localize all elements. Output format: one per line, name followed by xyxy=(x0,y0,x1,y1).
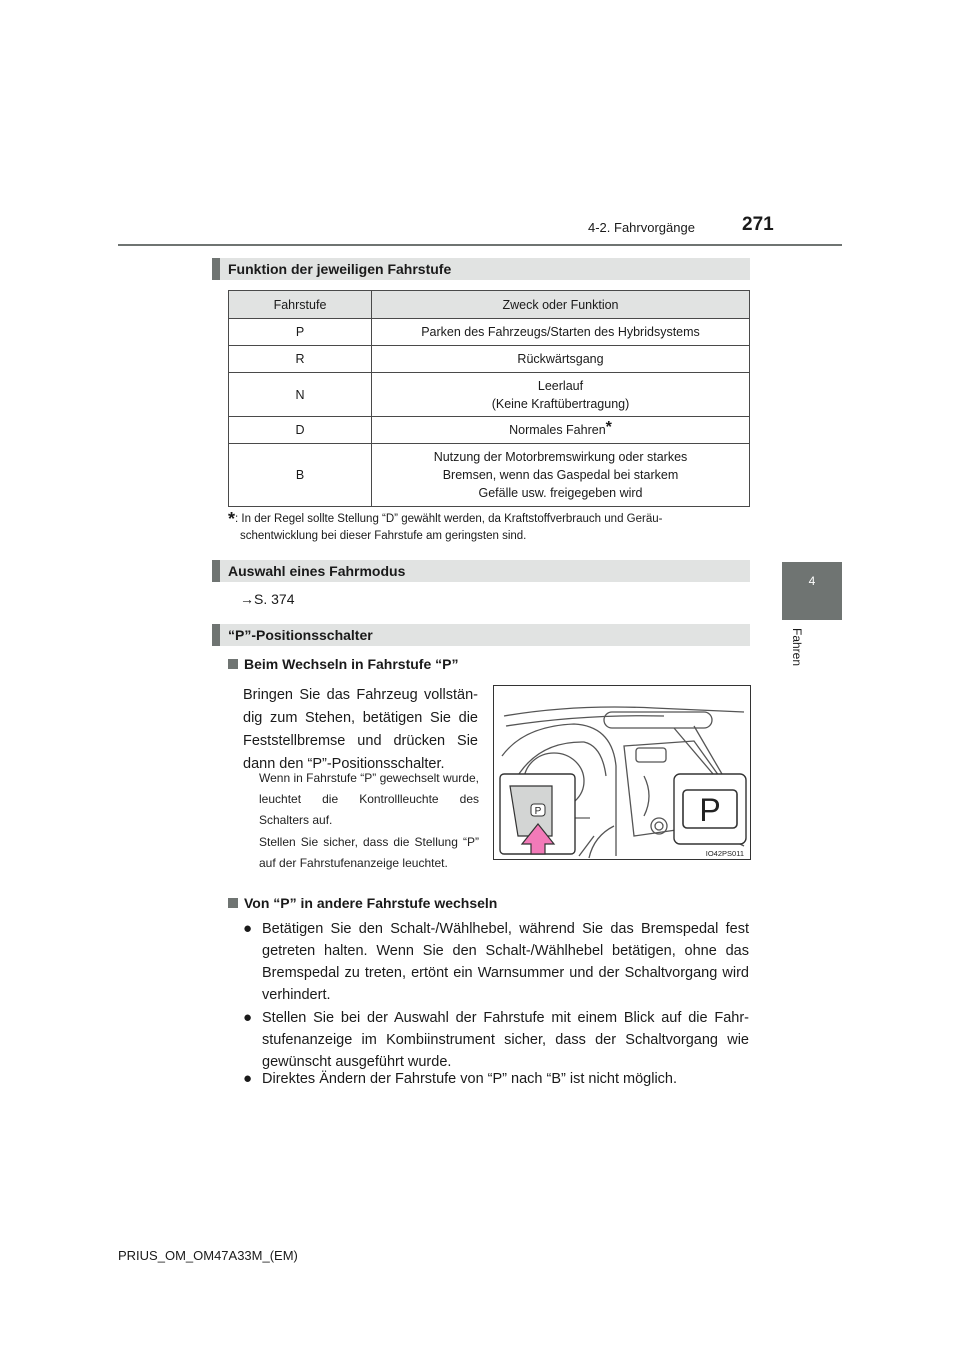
footnote-text: : In der Regel sollte Stellung “D” gewählt werden, da Kraftstoffverbrauch und Geräu- xyxy=(235,513,663,525)
table-row xyxy=(229,417,750,444)
table-cell-zweck: Parken des Fahrzeugs/Starten des Hybridsystems xyxy=(372,319,750,346)
dashboard-drawing xyxy=(494,686,750,859)
illustration-code: IO42PS011 xyxy=(705,849,744,858)
document-id: PRIUS_OM_OM47A33M_(EM) xyxy=(118,1248,298,1263)
sub-heading-text: Beim Wechseln in Fahrstufe “P” xyxy=(244,656,459,672)
table-cell-zweck xyxy=(372,444,750,507)
bullet-text: Betätigen Sie den Schalt-/Wählhebel, während Sie das Bremspedal fest getreten halten. Wenn Sie den Schalt-/Wählhebel betätigen, ohne das Bremspedal zu treten, ertönt ein Warnsummer und der Schaltvorgang wird verhindert. xyxy=(262,921,749,1003)
table-cell-stufe: B xyxy=(229,444,372,507)
bullet-text: Direktes Ändern der Fahrstufe von “P” nach “B” ist nicht möglich. xyxy=(262,1071,678,1087)
footnote-text-continued: schentwicklung bei dieser Fahrstufe am geringsten sind. xyxy=(240,530,527,542)
table-cell-line: Bremsen, wenn das Gaspedal bei starkem xyxy=(442,468,679,482)
table-header-row xyxy=(229,291,750,319)
table-cell-zweck xyxy=(372,373,750,417)
section-heading-fahrmodus: Auswahl eines Fahrmodus xyxy=(212,560,750,582)
page-reference-link[interactable]: →S. 374 xyxy=(240,591,295,607)
header-divider xyxy=(118,244,842,246)
table-cell-line: Nutzung der Motorbremswirkung oder starkes xyxy=(433,450,688,464)
section-label: 4-2. Fahrvorgänge xyxy=(588,220,695,235)
table-cell-stufe: R xyxy=(229,346,372,373)
instruction-text: Bringen Sie das Fahrzeug vollstän-dig zum Stehen, betätigen Sie die Feststellbremse und drücken Sie dann den “P”-Positionsschalter. xyxy=(243,687,478,772)
square-bullet-icon xyxy=(228,659,238,669)
dashboard-illustration xyxy=(493,685,751,860)
square-bullet-icon xyxy=(228,898,238,908)
table-cell-stufe: D xyxy=(229,417,372,444)
table-cell-line: Leerlauf xyxy=(537,378,584,393)
table-row xyxy=(229,319,750,346)
footnote-marker: * xyxy=(605,419,612,436)
sub-heading-wechseln-p xyxy=(228,656,458,672)
note-text-1: Wenn in Fahrstufe “P” gewechselt wurde, leuchtet die Kontrollleuchte des Schalters auf. xyxy=(259,771,479,827)
table-header-cell: Zweck oder Funktion xyxy=(372,291,750,319)
chapter-number: 4 xyxy=(808,574,816,588)
chapter-tab xyxy=(782,562,842,620)
chapter-label: Fahren xyxy=(790,628,804,667)
footnote-star: * xyxy=(228,509,236,529)
table-row xyxy=(229,346,750,373)
bullet-item xyxy=(243,1007,749,1073)
table-cell-line: Gefälle usw. freigegeben wird xyxy=(478,486,643,500)
section-heading-p-schalter: “P”-Positionsschalter xyxy=(212,624,750,646)
table-cell-zweck xyxy=(372,417,750,444)
bullet-text: Stellen Sie bei der Auswahl der Fahrstufe mit einem Blick auf die Fahr-stufenanzeige im Kombiinstrument sicher, dass der Schaltvorgang wie gewünscht ausgeführt wurde. xyxy=(262,1010,749,1070)
table-cell-zweck: Rückwärtsgang xyxy=(372,346,750,373)
bullet-dot-icon: ● xyxy=(243,1009,253,1026)
bullet-dot-icon: ● xyxy=(243,920,253,937)
sub-heading-von-p xyxy=(228,895,497,911)
table-row xyxy=(229,373,750,417)
table-row xyxy=(229,444,750,507)
bullet-dot-icon: ● xyxy=(243,1070,253,1087)
bullet-item xyxy=(243,918,749,1006)
table-header-cell: Fahrstufe xyxy=(229,291,372,319)
table-cell-text: Normales Fahren xyxy=(509,423,606,437)
note-text-2: Stellen Sie sicher, dass die Stellung “P” auf der Fahrstufenanzeige leuchtet. xyxy=(259,835,479,870)
switch-p-mark: P xyxy=(534,806,542,817)
section-heading-fahrstufe: Funktion der jeweiligen Fahrstufe xyxy=(212,258,750,280)
table-cell-line: (Keine Kraftübertragung) xyxy=(491,396,630,411)
table-cell-stufe: N xyxy=(229,373,372,417)
indicator-p-mark: P xyxy=(699,792,721,828)
fahrstufen-table xyxy=(228,290,750,507)
bullet-item xyxy=(243,1068,749,1090)
table-cell-stufe: P xyxy=(229,319,372,346)
sub-heading-text: Von “P” in andere Fahrstufe wechseln xyxy=(244,895,498,911)
page-number: 271 xyxy=(742,214,774,235)
table-footnote xyxy=(228,511,752,545)
